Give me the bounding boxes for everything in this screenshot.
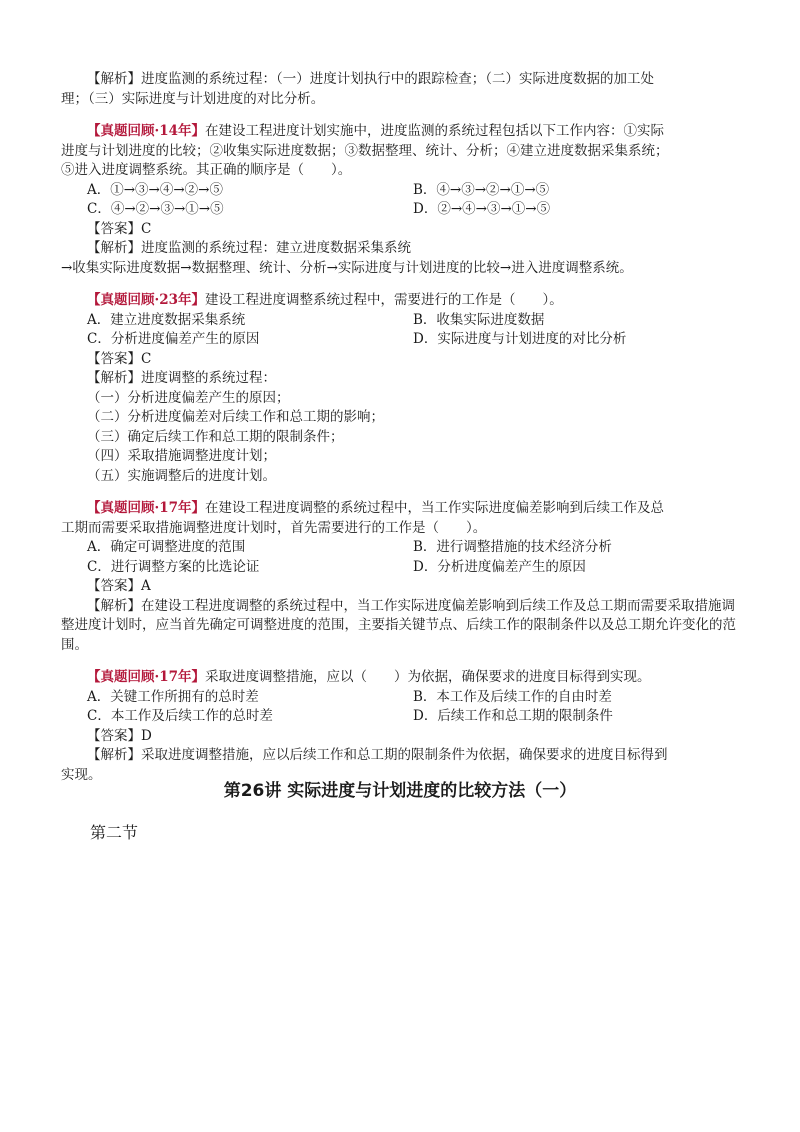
option-c: C．分析进度偏差产生的原因 [87,331,260,347]
question-tag: 【真题回顾·14年】 [87,123,205,139]
analysis-item: （一）分析进度偏差产生的原因； [87,389,290,406]
options-row [61,181,741,201]
answer-text: 【答案】C [87,220,152,237]
answer-text: 【答案】C [87,350,152,367]
analysis-text: 理；（三）实际进度与计划进度的对比分析。 [61,90,325,107]
option-d: D．分析进度偏差产生的原因 [413,558,586,575]
option-d: D．后续工作和总工期的限制条件 [413,708,613,724]
options-row [61,330,741,350]
option-b: B．收集实际进度数据 [413,311,545,328]
options-row [61,707,741,727]
answer-text: 【答案】A [87,578,151,594]
question-stem: 【真题回顾·17年】在建设工程进度调整的系统过程中，当工作实际进度偏差影响到后续工作及总 [87,500,664,516]
analysis-item: （五）实施调整后的进度计划。 [87,467,276,484]
question-tag: 【真题回顾·17年】 [87,669,205,685]
question-stem: 进度与计划进度的比较；②收集实际进度数据；③数据整理、统计、分析；④建立进度数据采集系统； [61,142,669,159]
options-row [61,558,741,578]
question-stem: 工期而需要采取措施调整进度计划时，首先需要进行的工作是（ ）。 [61,519,487,536]
analysis-text: →收集实际进度数据→数据整理、统计、分析→实际进度与计划进度的比较→进入进度调整系统。 [61,259,633,276]
option-a: A．①→③→④→②→⑤ [87,181,223,198]
options-row [61,688,741,708]
question-stem: 【真题回顾·23年】建设工程进度调整系统过程中，需要进行的工作是（ ）。 [87,292,563,308]
question-stem: 【真题回顾·17年】采取进度调整措施，应以（ ）为依据，确保要求的进度目标得到实现。 [87,669,651,685]
analysis-item: （二）分析进度偏差对后续工作和总工期的影响； [87,409,384,425]
option-c: C．本工作及后续工作的总时差 [87,708,273,724]
analysis-text: 【解析】采取进度调整措施，应以后续工作和总工期的限制条件为依据，确保要求的进度目标得到 [87,747,668,763]
option-a: A．建立进度数据采集系统 [87,311,246,328]
option-b: B．进行调整措施的技术经济分析 [413,539,612,555]
answer-text: 【答案】D [87,727,152,744]
analysis-text: 【解析】进度调整的系统过程： [87,370,276,386]
option-d: D．实际进度与计划进度的对比分析 [413,331,627,347]
analysis-item: （四）采取措施调整进度计划； [87,448,276,464]
question-stem: 【真题回顾·14年】在建设工程进度计划实施中，进度监测的系统过程包括以下工作内容：①实际 [87,123,664,139]
question-tag: 【真题回顾·17年】 [87,500,205,516]
options-row [61,200,741,220]
options-row [61,538,741,558]
option-d: D．②→④→③→①→⑤ [413,201,551,217]
option-a: A．确定可调整进度的范围 [87,539,246,555]
analysis-item: （三）确定后续工作和总工期的限制条件； [87,428,344,445]
section-title: 第二节 [90,823,139,842]
document-body [61,70,741,785]
option-b: B．④→③→②→①→⑤ [413,181,550,198]
lecture-title: 第26讲 实际进度与计划进度的比较方法（一） [223,781,577,801]
analysis-text: 【解析】进度监测的系统过程：建立进度数据采集系统 [87,240,411,256]
option-a: A．关键工作所拥有的总时差 [87,688,259,705]
option-c: C．进行调整方案的比选论证 [87,558,260,575]
analysis-text: 【解析】在建设工程进度调整的系统过程中，当工作实际进度偏差影响到后续工作及总工期而需要采取措施调整进度计划时，应当首先确定可调整进度的范围，主要指关键节点、后续工作的限制条件以及总工期允许变化的范围。 [61,597,736,653]
options-row [61,311,741,331]
option-b: B．本工作及后续工作的自由时差 [413,688,612,705]
question-tag: 【真题回顾·23年】 [87,292,205,308]
analysis-text: 【解析】进度监测的系统过程：（一）进度计划执行中的跟踪检查；（二）实际进度数据的加工处 [87,71,654,87]
option-c: C．④→②→③→①→⑤ [87,201,224,217]
question-stem: ⑤进入进度调整系统。其正确的顺序是（ ）。 [61,162,352,178]
analysis-text: 实现。 [61,766,102,783]
